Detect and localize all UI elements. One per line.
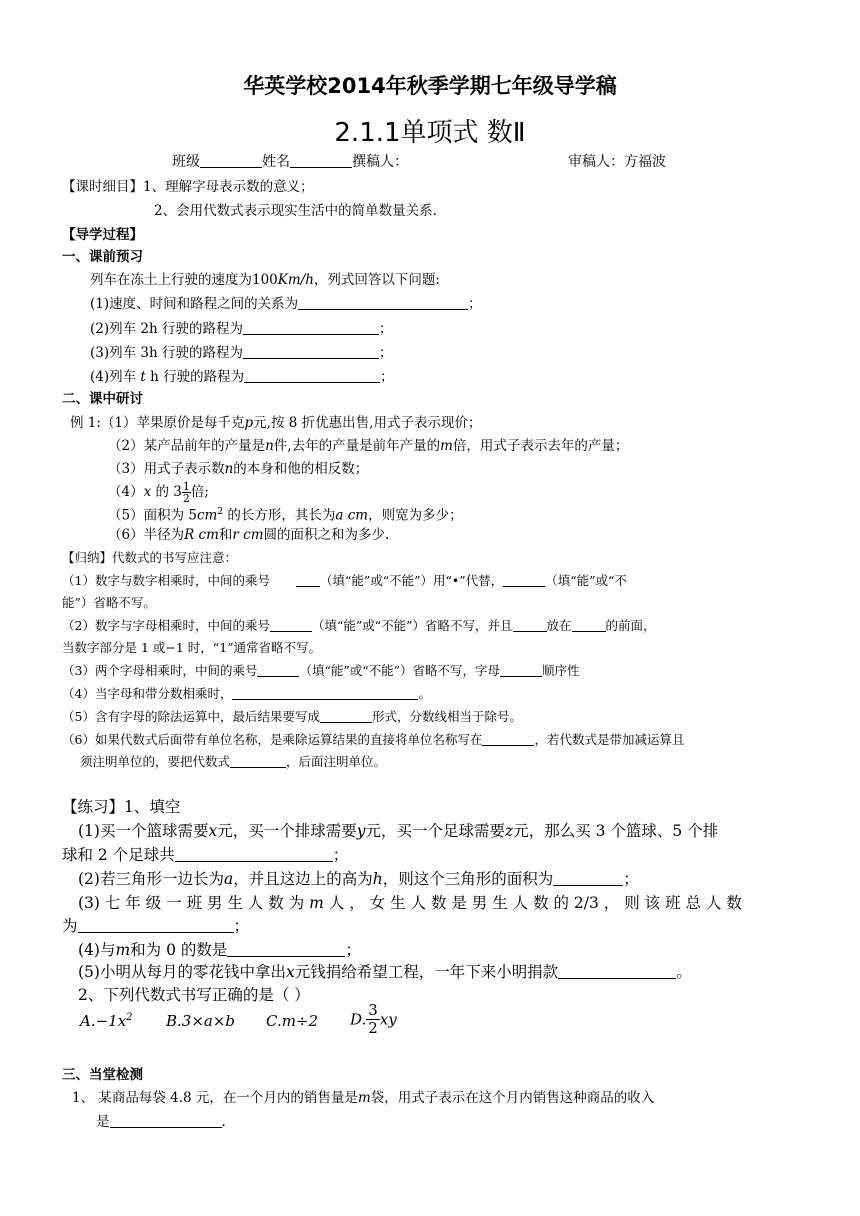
check-item-1-cont: 是 . xyxy=(96,1114,226,1130)
practice-header: 【练习】1、填空 xyxy=(62,798,181,816)
answer-blank[interactable] xyxy=(78,916,234,933)
class-label: 班级 xyxy=(172,154,200,170)
example-1-item-4: （4）x 的 3 $\frac{1}{2}$ 倍; xyxy=(108,480,209,505)
check-heading: 三、当堂检测 xyxy=(62,1067,143,1083)
example-1-item-1: 例 1:（1）苹果原价是每千克p元,按 8 折优惠出售,用式子表示现价； xyxy=(70,415,482,431)
answer-blank[interactable] xyxy=(320,708,372,723)
goals-label: 【课时细目】 xyxy=(62,179,143,195)
answer-blank[interactable] xyxy=(230,753,286,768)
answer-blank[interactable] xyxy=(553,869,623,886)
option-a[interactable]: $A.-1x^2$ xyxy=(80,1012,133,1030)
goals-row-1 xyxy=(62,178,314,196)
option-c[interactable]: C.m÷2 xyxy=(266,1012,319,1030)
summary-rule-6: （6）如果代数式后面带有单位名称，是乘除运算结果的直接将单位名称写在 ，若代数式是带加减运算且 xyxy=(62,732,685,747)
example-1-item-3: （3）用式子表示数n的本身和他的相反数； xyxy=(108,461,369,477)
inclass-heading: 二、课中研讨 xyxy=(62,391,143,407)
practice-item-3-cont: 为 ； xyxy=(62,917,250,935)
answer-blank[interactable] xyxy=(296,572,320,587)
example-1-item-6: （6）半径为R cm和r cm圆的面积之和为多少. xyxy=(108,527,390,543)
preview-heading: 一、课前预习 xyxy=(62,249,143,265)
answer-blank[interactable] xyxy=(298,295,468,310)
practice-item-1: (1)买一个篮球需要x元，买一个排球需要y元，买一个足球需要z元，那么买 3 个篮球、5 个排 xyxy=(78,822,719,840)
answer-blank[interactable] xyxy=(243,344,379,359)
process-label: 【导学过程】 xyxy=(62,227,143,243)
summary-rule-3: （3）两个字母相乘时，中间的乘号 （填“能”或“不能”）省略不写，字母 顺序性 xyxy=(62,663,580,678)
answer-blank[interactable] xyxy=(243,320,379,335)
summary-rule-2-cont: 当数字部分是 1 或−1 时，“1”通常省略不写。 xyxy=(62,640,322,655)
answer-blank[interactable] xyxy=(110,1113,222,1128)
option-d[interactable]: D. $\frac{3}{2}$ xy xyxy=(350,1001,397,1037)
preview-question-4: (4)列车 t h 行驶的路程为 ； xyxy=(90,369,394,385)
preview-question-2: (2)列车 2h 行驶的路程为 ； xyxy=(90,321,393,337)
practice-item-4: (4)与m和为 0 的数是 ； xyxy=(78,941,361,959)
answer-blank[interactable] xyxy=(232,685,418,700)
practice-question-2: 2、下列代数式书写正确的是（ ） xyxy=(78,986,310,1004)
name-label: 姓名 xyxy=(262,154,290,170)
answer-blank[interactable] xyxy=(270,617,312,632)
answer-blank[interactable] xyxy=(558,962,676,979)
check-item-1: 1、 某商品每袋 4.8 元，在一个月内的销售量是m袋，用式子表示在这个月内销售这种商品的收入 xyxy=(72,1090,655,1106)
answer-blank[interactable] xyxy=(244,368,380,383)
summary-rule-1: （1）数字与数字相乘时，中间的乘号 （填“能”或“不能”）用“•”代替， （填“能”或“不 xyxy=(62,573,627,588)
practice-item-2: (2)若三角形一边长为a，并且这边上的高为h，则这个三角形的面积为 ； xyxy=(78,870,639,888)
summary-rule-6-cont: 须注明单位的，要把代数式 ，后面注明单位。 xyxy=(80,754,387,769)
answer-blank[interactable] xyxy=(482,731,534,746)
example-1-item-2: （2）某产品前年的产量是n件,去年的产量是前年产量的m倍，用式子表示去年的产量； xyxy=(108,438,629,454)
class-blank[interactable] xyxy=(200,153,262,168)
summary-label: 【归纳】代数式的书写应注意： xyxy=(62,550,238,565)
name-blank[interactable] xyxy=(290,153,352,168)
answer-blank[interactable] xyxy=(175,845,333,862)
summary-rule-2: （2）数字与字母相乘时，中间的乘号 （填“能”或“不能”）省略不写，并且 放在 的前面， xyxy=(62,618,656,633)
goal-item: 1、理解字母表示数的意义； xyxy=(143,179,314,195)
answer-blank[interactable] xyxy=(572,617,606,632)
school-title: 华英学校2014年秋季学期七年级导学稿 xyxy=(243,74,617,98)
preview-question-3: (3)列车 3h 行驶的路程为 ； xyxy=(90,345,393,361)
answer-blank[interactable] xyxy=(227,940,345,957)
preview-question-1: (1)速度、时间和路程之间的关系为 ； xyxy=(90,296,482,312)
header-info-row xyxy=(172,153,408,171)
answer-blank[interactable] xyxy=(513,617,547,632)
practice-item-5: (5)小明从每月的零花钱中拿出x元钱捐给希望工程，一年下来小明捐款 。 xyxy=(78,963,692,981)
practice-item-1-cont: 球和 2 个足球共 ； xyxy=(62,846,349,864)
answer-blank[interactable] xyxy=(500,662,542,677)
summary-rule-5: （5）含有字母的除法运算中，最后结果要写成 形式，分数线相当于除号。 xyxy=(62,709,522,724)
practice-item-3: (3) 七 年 级 一 班 男 生 人 数 为 m 人 ， 女 生 人 数 是 男 生 人 数 的 2/3 ， 则 该 班 总 人 数 xyxy=(78,894,742,912)
answer-blank[interactable] xyxy=(503,572,545,587)
preview-intro: 列车在冻土上行驶的速度为100Km/h，列式回答以下问题: xyxy=(90,272,440,288)
option-d-fraction: $\frac{3}{2}$ xyxy=(368,1001,378,1037)
author-label: 撰稿人： xyxy=(352,154,408,170)
summary-rule-4: （4）当字母和带分数相乘时， 。 xyxy=(62,686,431,701)
mixed-fraction: $\frac{1}{2}$ xyxy=(182,480,190,505)
option-b[interactable]: B.3×a×b xyxy=(166,1012,236,1030)
summary-rule-1-cont: 能”）省略不写。 xyxy=(62,595,156,610)
example-1-item-5: （5）面积为 $5cm^2$ 的长方形，其长为a cm，则宽为多少； xyxy=(108,507,463,524)
answer-blank[interactable] xyxy=(257,662,299,677)
goal-item: 2、会用代数式表示现实生活中的简单数量关系. xyxy=(154,203,437,219)
lesson-title: 2.1.1单项式 数Ⅱ xyxy=(334,118,526,148)
reviewer-label: 审稿人：方福波 xyxy=(568,154,666,170)
